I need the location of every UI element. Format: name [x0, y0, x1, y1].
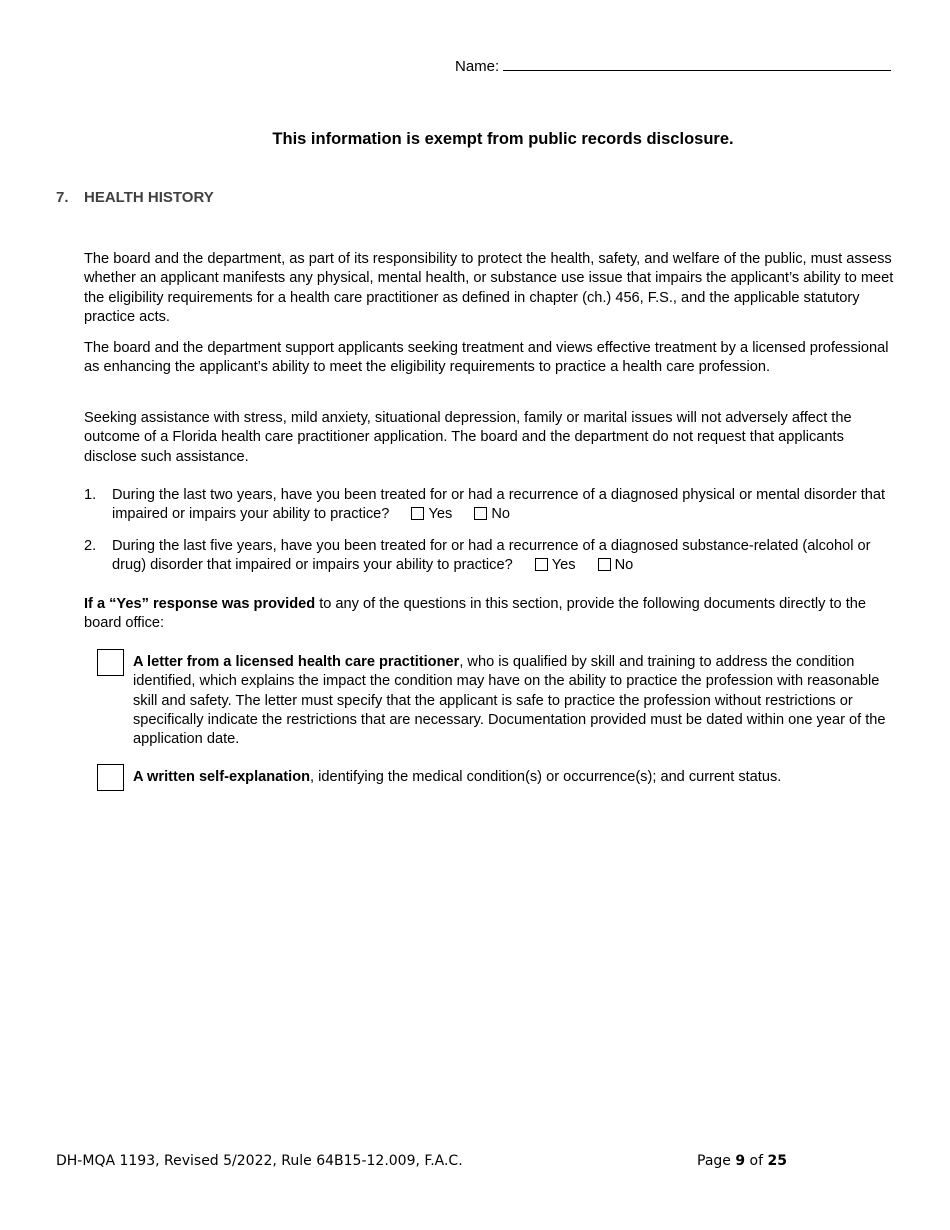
no-label: No	[491, 506, 510, 523]
document-checkbox[interactable]	[97, 649, 124, 676]
question-1	[84, 486, 896, 525]
name-field-row	[455, 56, 895, 75]
document-letter	[97, 653, 897, 749]
yes-instruction	[84, 595, 896, 634]
page-of: of	[745, 1153, 768, 1169]
footer-form-id: DH-MQA 1193, Revised 5/2022, Rule 64B15-12.009, F.A.C.	[56, 1153, 463, 1169]
document-checkbox[interactable]	[97, 764, 124, 791]
exempt-notice: This information is exempt from public records disclosure.	[272, 130, 734, 148]
section-number: 7.	[56, 189, 69, 206]
name-input-line[interactable]	[503, 56, 891, 71]
name-label: Name:	[455, 58, 500, 75]
page-total: 25	[767, 1153, 787, 1169]
page-current: 9	[735, 1153, 746, 1169]
page-prefix: Page	[697, 1153, 736, 1169]
document-title: A letter from a licensed health care practitioner	[133, 654, 460, 670]
paragraph-treatment-support: The board and the department support applicants seeking treatment and views effective treatment by a licensed professional as enhancing the applicant’s ability to meet the eligibility requirements to practice a health care profession.	[84, 340, 889, 376]
document-description: , who is qualified by skill and training to address the condition identified, which explains the impact the condition may have on the ability to practice the profession with reasonable skill and safety. The letter must specify that the applicant is safe to practice the profession without restrictions or specifically indicate the restrictions that are necessary. Documentation provided must be dated within one year of the application date.	[133, 654, 886, 748]
footer-page-number	[697, 1153, 787, 1169]
yes-label: Yes	[551, 557, 576, 574]
no-checkbox[interactable]	[598, 558, 611, 571]
yes-checkbox[interactable]	[411, 507, 424, 520]
yes-instruction-bold: If a “Yes” response was provided	[84, 596, 316, 612]
yes-checkbox[interactable]	[535, 558, 548, 571]
question-number: 2.	[84, 538, 97, 554]
question-2	[84, 537, 896, 576]
no-checkbox[interactable]	[474, 507, 487, 520]
question-text: During the last two years, have you been treated for or had a recurrence of a diagnosed physical or mental disorder that impaired or impairs your ability to practice?	[112, 487, 886, 523]
section-title: HEALTH HISTORY	[84, 189, 214, 206]
no-label: No	[614, 557, 634, 574]
document-description: , identifying the medical condition(s) or occurrence(s); and current status.	[310, 769, 782, 785]
document-self-explanation	[97, 768, 897, 787]
yes-label: Yes	[428, 506, 453, 523]
yes-instruction-rest: to any of the questions in this section, provide the following documents directly to the board office:	[84, 596, 866, 632]
section-heading	[56, 189, 214, 206]
question-number: 1.	[84, 487, 97, 503]
paragraph-responsibility: The board and the department, as part of its responsibility to protect the health, safety, and welfare of the public, must assess whether an applicant manifests any physical, mental health, or substance use issue that impairs the applicant’s ability to meet the eligibility requirements for a health care practitioner as defined in chapter (ch.) 456, F.S., and the applicable statutory practice acts.	[84, 251, 894, 325]
paragraph-assistance: Seeking assistance with stress, mild anxiety, situational depression, family or marital issues will not adversely affect the outcome of a Florida health care practitioner application. The board and the department do not request that applicants disclose such assistance.	[84, 410, 852, 465]
document-title: A written self-explanation	[133, 769, 311, 785]
question-text: During the last five years, have you been treated for or had a recurrence of a diagnosed substance-related (alcohol or drug) disorder that impaired or impairs your ability to practice?	[112, 538, 871, 574]
